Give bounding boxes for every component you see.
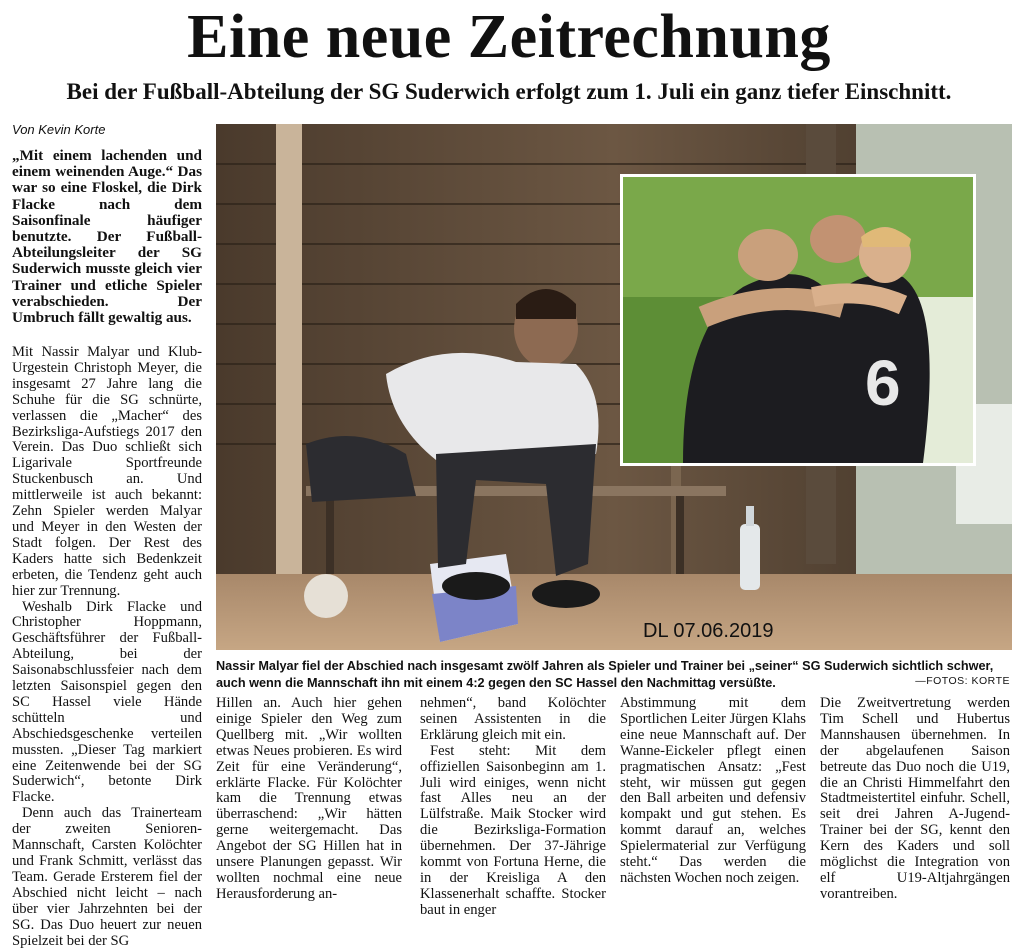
paragraph: Die Zweitvertretung werden Tim Schell und Hubertus Mannshausen übernehmen. In der abgelaufenen Saison betreute das Duo noch die U19, die an Christi Himmelfahrt den Stadtmeistertitel einfuhr. Schell, seit drei Jahren A-Jugend-Trainer bei der SG, kennt den Kern des Kaders und soll möglichst die Integration von elf U19-Altjahrgängen vorantreiben.: [820, 695, 1010, 902]
intro-paragraph: „Mit einem lachenden und einem weinenden Auge.“ Das war so eine Floskel, die Dirk Flacke nach dem Saisonfinale häufiger benutzte. Der Fußball-Abteilungsleiter der SG Suderwich musste gleich vier Trainer und etliche Spieler verabschieden. Der Umbruch fällt gewaltig aus.: [12, 147, 202, 327]
inset-illustration: [623, 177, 973, 463]
paragraph: Denn auch das Trainerteam der zweiten Senioren-Mannschaft, Carsten Kolöchter und Frank Schmitt, verlässt das Team. Gerade Ersterem fiel der Abschied nicht leicht – nach über vier Jahrzehnten bei der SG. Das Duo heuert zur neuen Spielzeit bei der SG: [12, 805, 202, 949]
paragraph: Mit Nassir Malyar und Klub-Urgestein Christoph Meyer, die insgesamt 27 Jahre lang die Schuhe für die SG schnürte, verlassen die „Macher“ des Bezirksliga-Aufstiegs 2017 den Verein. Das Duo schließt sich Ligarivale Sportfreunde Stuckenbusch an. Und mittlerweile ist auch bekannt: Zehn Spieler werden Malyar und Meyer in den Westen der Stadt folgen. Der Rest des Kaders hatte sich Bedenkzeit erbeten, die Tendenz geht auch hier zur Trennung.: [12, 344, 202, 599]
paragraph: Fest steht: Mit dem offiziellen Saisonbeginn am 1. Juli wird einiges, wenn nicht fast Alles neu an der Lülfstraße. Maik Stocker wird die Bezirksliga-Formation übernehmen. Der 37-Jährige kommt von Fortuna Herne, die in der Kreisliga A den Klassenerhalt schaffte. Stocker baut in enger: [420, 742, 606, 918]
article-column-4: [620, 696, 806, 890]
photo-credit: —FOTOS: KORTE: [915, 675, 1010, 687]
date-stamp: DL 07.06.2019: [643, 620, 774, 642]
article-column-5: [820, 695, 1010, 902]
jersey-number: 6: [865, 347, 901, 419]
subheadline: Bei der Fußball-Abteilung der SG Suderwich erfolgt zum 1. Juli ein ganz tiefer Einschnitt.: [66, 79, 952, 104]
photo-caption: Nassir Malyar fiel der Abschied nach insgesamt zwölf Jahren als Spieler und Trainer bei „seiner“ SG Suderwich sichtlich schwer, auch wenn die Mannschaft ihn mit einem 4:2 gegen den SC Hassel den Nachmittag versüßte.: [216, 659, 994, 690]
headline: Eine neue Zeitrechnung: [187, 3, 831, 71]
byline: Von Kevin Korte: [12, 122, 106, 137]
inset-photo: [620, 174, 976, 466]
paragraph: Weshalb Dirk Flacke und Christopher Hoppmann, Geschäftsführer der Fußball-Abteilung, bei der Saisonabschlussfeier nach dem letzten Saisonspiel gegen den SC Hassel viele Hände schütteln und Abschiedsgeschenke verteilen mussten. „Dieser Tag markiert eine Zeitenwende bei der SG Suderwich“, betonte Dirk Flacke.: [12, 598, 202, 806]
paragraph: nehmen“, band Kolöchter seinen Assistenten in die Erklärung gleich mit ein.: [420, 695, 606, 743]
article-column-3: [420, 695, 606, 918]
paragraph: Abstimmung mit dem Sportlichen Leiter Jürgen Klahs eine neue Mannschaft auf. Der Wanne-Eickeler pflegt einen pragmatischen Ansatz: „Fest steht, wir müssen gut gegen den Ball arbeiten und defensiv kompakt und gut stehen. Es kommt darauf an, welches Spielermaterial zur Verfügung steht.“ Das werden die nächsten Wochen noch zeigen.: [620, 695, 806, 886]
paragraph: Hillen an. Auch hier gehen einige Spieler den Weg zum Quellberg mit. „Wir wollten etwas Neues probieren. Es wird Zeit für eine Veränderung“, erklärte Flacke. Für Kolöchter kam die Trennung etwas überraschend: „Wir hätten gerne weitergemacht. Das Angebot der SG Hillen hat in unsere Planungen gepasst. Wir wollten nochmal eine neue Herausforderung an-: [216, 695, 402, 902]
article-column-2: [216, 695, 402, 902]
article-column-1: [12, 344, 202, 949]
